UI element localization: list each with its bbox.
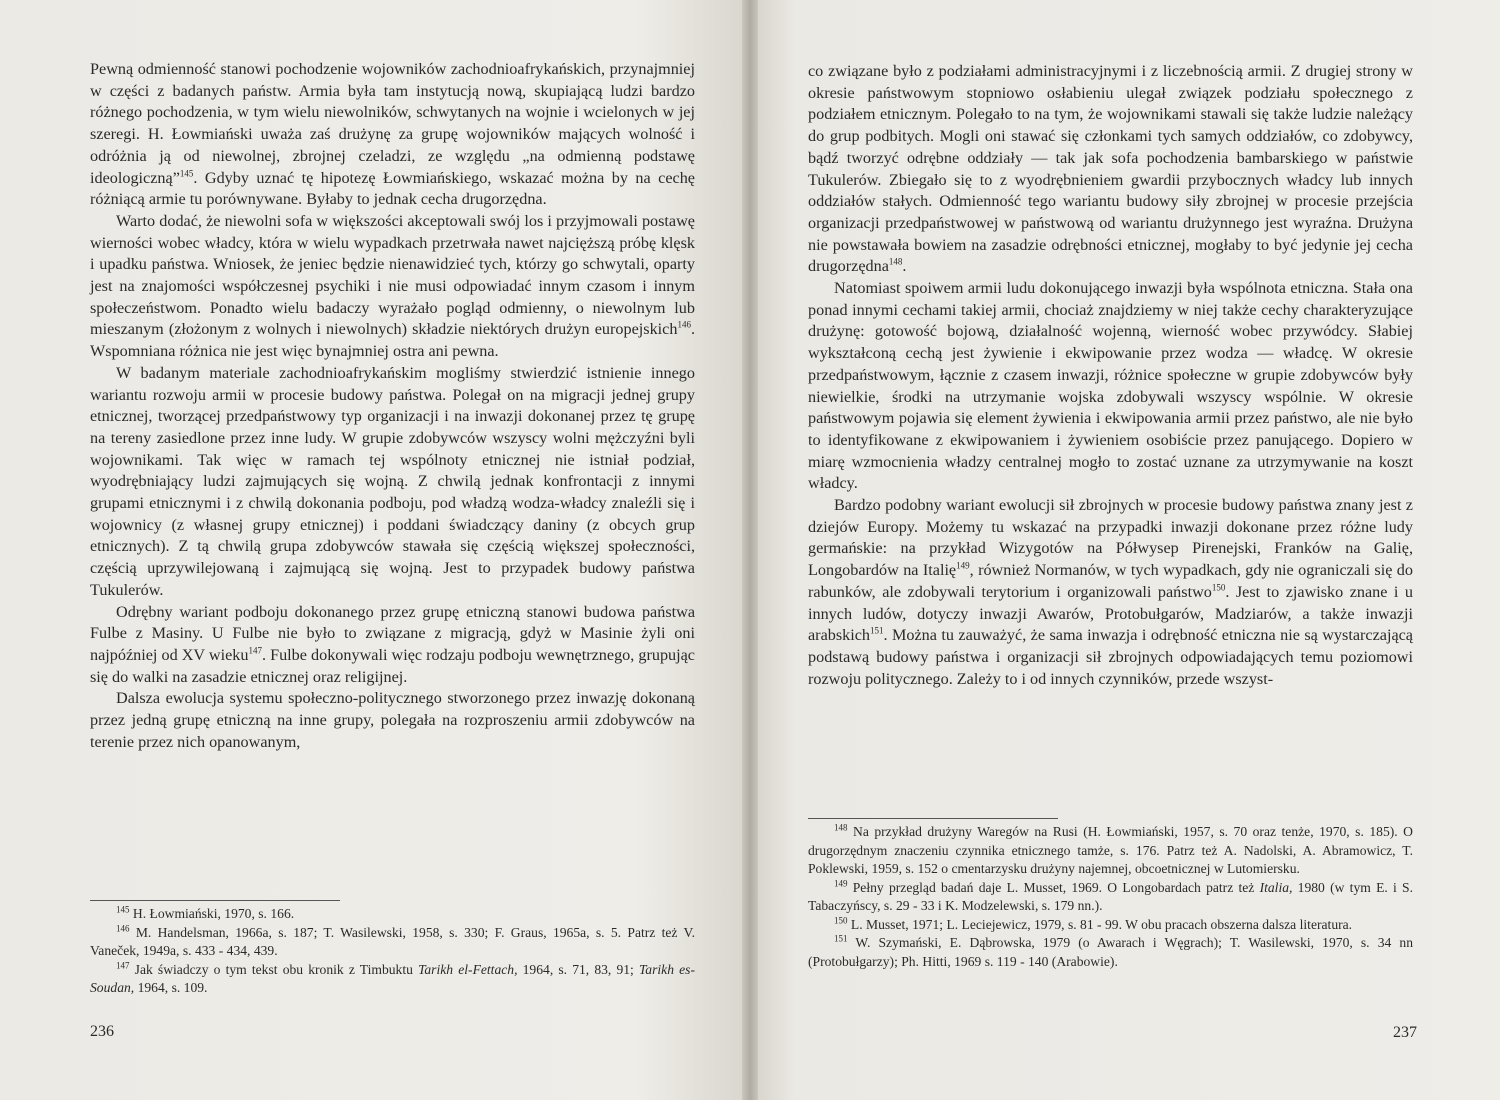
footnote-ref[interactable]: 147	[248, 645, 262, 656]
footnote-title: Italia,	[1259, 879, 1293, 895]
paragraph	[808, 61, 1413, 278]
page-number: 237	[1393, 1024, 1417, 1041]
right-page-body	[808, 61, 1413, 690]
footnote-mark: 150	[834, 914, 848, 925]
left-footnotes	[90, 900, 695, 998]
footnote	[90, 961, 695, 998]
right-page	[750, 0, 1500, 1100]
page-number: 236	[90, 1023, 114, 1040]
paragraph-text: co związane było z podziałami administracyjnymi i z liczebnością armii. Z drugiej strony w okresie państwowym stopniowo osłabieniu ulegał związek podziału społecznego z podziałem etnicznym. Polegało to na tym, że wojownikami stawali się także ludzie należący do grup podbitych. Mogli oni stawać się członkami tych samych oddziałów, co zdobywcy, bądź tworzyć odrębne oddziały — tak jak sofa pochodzenia bambarskiego w państwie Tukulerów. Zbiegało się to z wyodrębnieniem gwardii przybocznych władcy lub innych oddziałów stałych. Odmienność tego wariantu budowy siły zbrojnej w procesie przejścia organizacji przedpaństwowej w państwową od wariantu drużynnego jest wyraźna. Drużyna nie powstawała bowiem na zasadzie odrębności etnicznej, mogłaby to być jedynie jej cecha drugorzędna	[808, 62, 1413, 276]
footnote-rule	[808, 818, 1058, 819]
paragraph-text: . Można tu zauważyć, że sama inwazja i odrębność etniczna nie są wystarczającą podstawą budowy państwa i organizacji sił zbrojnych odpowiadających temu poziomowi rozwoju politycznego. Zależy to i od innych czynników, przede wszyst-	[808, 626, 1413, 688]
footnote-mark: 148	[834, 822, 848, 833]
footnote	[808, 934, 1413, 971]
paragraph-text: . Jest to zjawisko znane i u innych ludów, dotyczy inwazji Awarów, Protobułgarów, Madziarów, a także inwazji arabskich	[808, 582, 1413, 645]
footnote-ref[interactable]: 150	[1211, 582, 1226, 593]
paragraph-text: Bardzo podobny wariant ewolucji sił zbrojnych w procesie budowy państwa znany jest z dziejów Europy. Możemy tu wskazać na przypadki inwazji dokonane przez różne ludy germańskie: na przykład Wizygotów na Półwysep Pirenejski, Franków na Galię, Longobardów na Italię	[808, 496, 1413, 580]
right-footnotes	[808, 818, 1413, 971]
paragraph-text: . Fulbe dokonywali więc rodzaju podboju wewnętrznego, grupując się do walki na zasadzie etnicznej oraz religijnej.	[90, 645, 695, 686]
footnote-ref[interactable]: 146	[677, 320, 691, 331]
footnote	[808, 916, 1413, 935]
footnote-title: Tarikh el-Fettach,	[418, 961, 518, 977]
footnote-ref[interactable]: 149	[956, 560, 970, 571]
footnote-text: Jak świadczy o tym tekst obu kronik z Timbuktu	[134, 961, 419, 977]
paragraph-text: Warto dodać, że niewolni sofa w większości akceptowali swój los i przyjmowali postawę wierności wobec władcy, która w wielu wypadkach przetrwała nawet najcięższą próbę klęsk i upadku państwa. Wniosek, że jeniec będzie nienawidzieć tych, którzy go schwytali, oparty jest na znajomości współczesnej psychiki i nie musi odpowiadać innym czasom i innym społeczeństwom. Ponadto wielu badaczy wyrażało pogląd odmienny, o niewolnym lub mieszanym (złożonym z wolnych i niewolnych) składzie niektórych drużyn europejskich	[90, 211, 695, 339]
paragraph: W badanym materiale zachodnioafrykańskim mogliśmy stwierdzić istnienie innego wariantu rozwoju armii w procesie budowy państwa. Polegał on na migracji jednej grupy etnicznej, tworzącej przedpaństwowy typ organizacji i na inwazji dokonanej przez tę grupę na tereny zasiedlone przez inne ludy. W grupie zdobywców wszyscy wolni mężczyźni byli wojownikami. Tak więc w ramach tej wspólnoty etnicznej nie istniał podział, wyodrębniający ludzi zajmujących się wojną. Z chwilą jednak konfrontacji z innymi grupami etnicznymi i z chwilą dokonania podboju, pod władzą wodza-władcy znaleźli się i wojownicy (z własnej grupy etnicznej) i poddani świadczący daniny (z obcych grup etnicznych). Z tą chwilą grupa zdobywców stawała się częścią większej społeczności, częścią uprzywilejowaną i zajmującą się wojną. Jest to przypadek budowy państwa Tukulerów.	[90, 363, 695, 599]
footnote-ref[interactable]: 148	[888, 256, 903, 267]
paragraph-text: , również Normanów, w tych wypadkach, gdy nie ograniczali się do rabunków, ale zdobywali terytorium i organizowali państwo	[808, 561, 1413, 601]
footnote-text: M. Handelsman, 1966a, s. 187; T. Wasilewski, 1958, s. 330; F. Graus, 1965a, s. 5. Patrz też V. Vaneček, 1949a, s. 433 - 434, 439.	[90, 924, 695, 958]
footnote-mark: 145	[116, 904, 130, 915]
footnote-title: Tarikh es-Soudan,	[90, 961, 695, 995]
paragraph-text: .	[902, 257, 907, 276]
footnote-mark: 146	[116, 922, 130, 933]
book-gutter	[742, 0, 758, 1100]
footnote-text: 1964, s. 71, 83, 91;	[517, 961, 639, 977]
footnote-text: 1964, s. 109.	[134, 980, 208, 995]
footnote-ref[interactable]: 145	[179, 168, 194, 179]
paragraph-text: Odrębny wariant podboju dokonanego przez grupę etniczną stanowi budowa państwa Fulbe z Masiny. U Fulbe nie było to związane z migracją, gdyż w Masinie żyli oni najpóźniej od XV wieku	[90, 602, 695, 664]
paragraph	[90, 211, 695, 363]
paragraph	[90, 59, 695, 211]
footnote-mark: 151	[834, 933, 848, 944]
footnote-rule	[90, 900, 340, 901]
footnote-text: W. Szymański, E. Dąbrowska, 1979 (o Awarach i Węgrach); T. Wasilewski, 1970, s. 34 nn (Protobułgarzy); Ph. Hitti, 1969 s. 119 - 140 (Arabowie).	[808, 935, 1414, 969]
footnote-mark: 147	[116, 959, 130, 970]
footnote-text: Pełny przegląd badań daje L. Musset, 1969. O Longobardach patrz też	[852, 879, 1260, 895]
paragraph	[808, 495, 1413, 690]
footnote	[808, 879, 1413, 916]
footnote-text: L. Musset, 1971; L. Leciejewicz, 1979, s. 81 - 99. W obu pracach obszerna dalsza literatura.	[850, 916, 1353, 932]
footnote	[90, 905, 695, 924]
footnote-text: Na przykład drużyny Waregów na Rusi (H. Łowmiański, 1957, s. 70 oraz tenże, 1970, s. 185). O drugorzędnym znaczeniu czynnika etnicznego tamże, s. 176. Patrz też A. Nadolski, A. Abramowicz, T. Poklewski, 1959, s. 152 o cmentarzysku drużyny najemnej, obcoetnicznej w Lutomiersku.	[808, 824, 1413, 876]
footnote-ref[interactable]: 151	[870, 625, 884, 636]
footnote	[90, 924, 695, 961]
footnote	[808, 823, 1413, 879]
footnote-mark: 149	[834, 877, 848, 888]
footnote-text: 1980 (w tym E. i S. Tabaczyńscy, s. 29 - 33 i K. Modzelewski, s. 179 nn.).	[808, 879, 1413, 913]
paragraph-text: . Wspomniana różnica nie jest więc bynajmniej ostra ani pewna.	[90, 320, 695, 361]
paragraph	[90, 602, 695, 689]
paragraph-text: . Gdyby uznać tę hipotezę Łowmiańskiego, wskazać można by na cechę różniącą armie tu porównywane. Byłaby to jednak cecha drugorzędna.	[90, 168, 695, 209]
paragraph: Natomiast spoiwem armii ludu dokonującego inwazji była wspólnota etniczna. Stała ona ponad innymi cechami takiej armii, chociaż znajdziemy w niej także cechy charakteryzujące drużynę: gotowość bojową, działalność wojenną, wierność wobec przywódcy. Słabiej wykształconą cechą jest żywienie i ekwipowanie przez wodza — władcę. W okresie przedpaństwowym, łącznie z czasem inwazji, różnice społeczne w grupie zdobywców były niewielkie, środki na utrzymanie wojska zdobywali wszyscy wspólnie. W okresie państwowym pojawia się element żywienia i ekwipowania armii przez państwo, ale nie było to identyfikowane z ekwipowaniem i żywieniem osobiście przez panującego. Dopiero w miarę wzmocnienia władzy centralnej mogło to zostać uznane za utrzymywanie na koszt władcy.	[808, 279, 1413, 493]
left-page-body	[90, 59, 695, 754]
paragraph-text: Pewną odmienność stanowi pochodzenie wojowników zachodnioafrykańskich, przynajmniej w części z badanych państw. Armia była tam instytucją nową, skupiającą ludzi bardzo różnego pochodzenia, w tym wielu niewolników, schwytanych na wojnie i wcielonych w jej szeregi. H. Łowmiański uważa zaś drużynę za grupę wojowników mających wolność i odróżnia ją od niewolnej, zbrojnej czeladzi, ze względu „na odmienną podstawę ideologiczną”	[90, 60, 695, 187]
paragraph: Dalsza ewolucja systemu społeczno-politycznego stworzonego przez inwazję dokonaną przez jedną grupę etniczną na inne grupy, polegała na rozproszeniu armii zdobywców na terenie przez nich opanowanym,	[90, 689, 695, 751]
footnote-text: H. Łowmiański, 1970, s. 166.	[132, 906, 295, 921]
